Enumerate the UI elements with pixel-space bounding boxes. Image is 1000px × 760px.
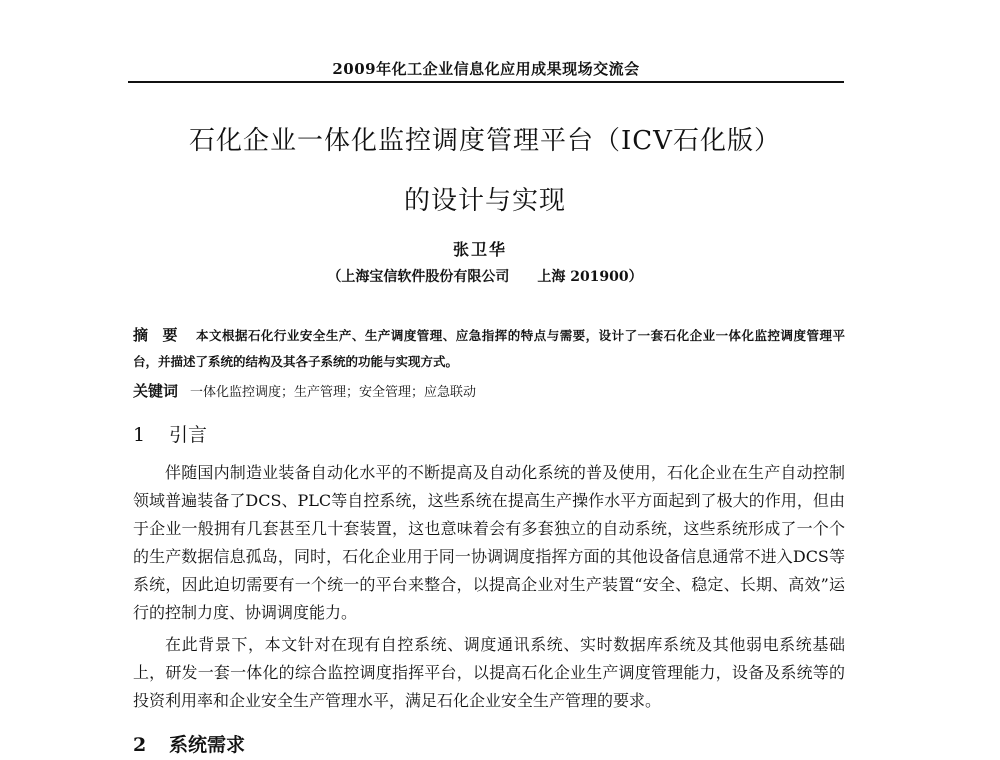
section-title: 系统需求: [169, 734, 246, 756]
header-rule: [128, 81, 844, 83]
abstract-label: 摘要: [133, 326, 192, 344]
paragraph-text: 伴随国内制造业装备自动化水平的不断提高及自动化系统的普及使用，石化企业在生产自动控制领域普遍装备了DCS、PLC等自控系统，这些系统在提高生产操作水平方面起到了极大的作用，但由于企业一般拥有几套甚至几十套装置，这也意味着会有多套独立的自动系统，这些系统形成了一个个的生产数据信息孤岛，同时，石化企业用于同一协调调度指挥方面的其他设备信息通常不进入DCS等系统，因此迫切需要有一个统一的平台来整合，以提高企业对生产装置“安全、稳定、长期、高效”运行的控制力度、协调调度能力。: [133, 463, 845, 622]
body-paragraph-1: [133, 459, 845, 627]
section-heading-introduction: [133, 420, 207, 447]
abstract-text: 本文根据石化行业安全生产、生产调度管理、应急指挥的特点与需要，设计了一套石化企业一体化监控调度管理平台，并描述了系统的结构及其各子系统的功能与实现方式。: [133, 328, 845, 369]
abstract: [133, 322, 845, 375]
section-number: 1: [133, 424, 146, 446]
section-number: 2: [133, 734, 147, 756]
author-name: 张卫华: [452, 240, 507, 259]
body-paragraph-2: [133, 631, 845, 715]
paper-title-line-1: 石化企业一体化监控调度管理平台（ICV石化版）: [189, 126, 781, 156]
keywords: [133, 380, 845, 401]
author-affiliation: （上海宝信软件股份有限公司 上海 201900）: [327, 269, 643, 285]
section-title: 引言: [169, 424, 208, 446]
paper-title-line-2: 的设计与实现: [403, 186, 566, 216]
running-header: 2009年化工企业信息化应用成果现场交流会: [332, 60, 640, 78]
keywords-text: 一体化监控调度；生产管理；安全管理；应急联动: [190, 385, 477, 400]
section-heading-requirements: [133, 730, 245, 757]
keywords-label: 关键词: [133, 382, 179, 400]
paragraph-text: 在此背景下，本文针对在现有自控系统、调度通讯系统、实时数据库系统及其他弱电系统基础上，研发一套一体化的综合监控调度指挥平台，以提高石化企业生产调度管理能力，设备及系统等的投资利用率和企业安全生产管理水平，满足石化企业安全生产管理的要求。: [133, 635, 845, 710]
